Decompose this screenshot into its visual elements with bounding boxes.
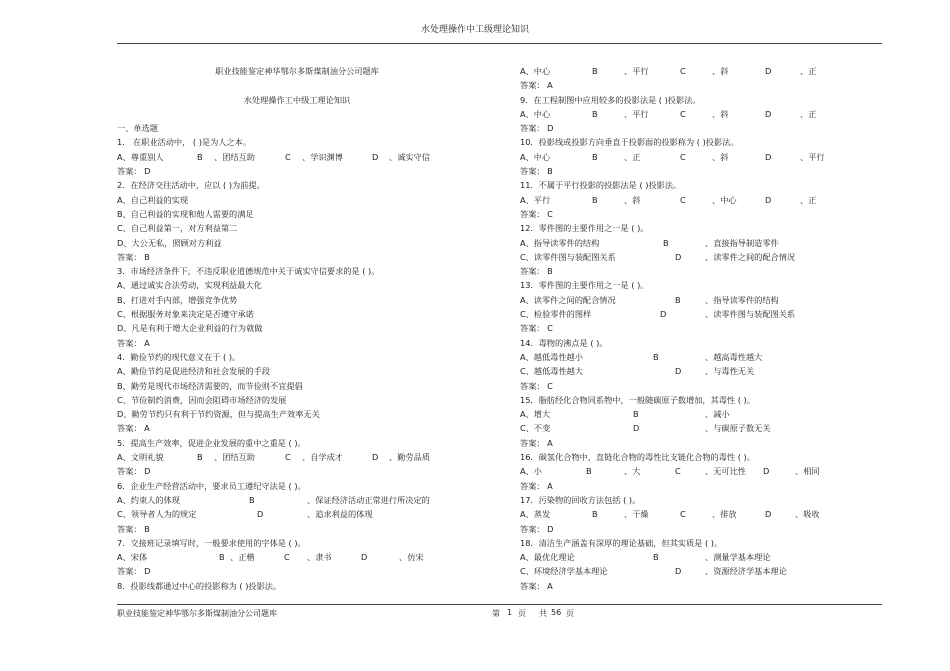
option-letter: C [680,66,686,76]
answer-line: 答案： D [520,123,554,134]
answer-line: 答案： C [520,380,553,391]
option-line [520,407,882,421]
option-letter: D [765,151,772,162]
question-line: 6．企业生产经营活动中，要求员工遵纪守法是 ( )。 [117,480,306,491]
option-letter: D [765,66,772,76]
option-letter: B [675,294,681,305]
option-letter: D [763,466,770,477]
option-text: 、自学成才 [302,452,343,463]
answer-line: 答案： A [520,480,553,491]
option-letter: B [219,552,225,563]
total-unit: 页 [566,609,574,618]
option-letter: B [197,151,203,162]
option-text: 、正楷 [230,552,255,563]
question-line: 9．在工程制图中应用较多的投影法是 ( )投影法。 [520,94,701,105]
option-line: D、凡是有利于增大企业利益的行为就做 [117,323,263,334]
option-letter: B [592,194,598,205]
option-a: A、增大 [520,409,551,420]
doc-subtitle: 水处理操作工中级工理论知识 [243,94,351,105]
option-line [117,450,477,464]
option-letter: D [765,509,772,520]
answer-line: 答案： C [520,323,553,334]
answer-line: 答案： D [117,566,151,577]
option-letter: C [675,466,681,477]
option-line: C、自己利益第一，对方利益第二 [117,223,238,234]
option-text: 、吸收 [795,509,820,520]
page-header-title: 水处理操作中工级理论知识 [420,25,529,35]
question-line: 18．清洁生产涵盖有深厚的理论基础，但其实质是 ( )。 [520,537,723,548]
option-text: 、相同 [795,466,820,477]
option-text: 、越高毒性越大 [705,351,763,362]
option-letter: B [663,237,669,248]
question-line: 4．勤俭节约的现代意义在于 ( )。 [117,351,241,362]
option-letter: B [653,552,659,563]
option-letter: D [372,151,379,162]
header-rule [117,43,882,44]
question-line: 8．投影线都通过中心的投影称为 ( )投影法。 [117,580,282,591]
answer-line: 答案： B [117,251,150,262]
doc-org-title: 职业技能鉴定神华鄂尔多斯煤制油分公司题库 [215,66,379,76]
option-text: 、斜 [624,194,641,205]
option-line [117,150,477,164]
option-c: C、领导者人为的规定 [117,509,197,520]
option-letter: D [257,509,264,520]
option-text: 、大 [624,466,641,477]
option-letter: D [372,452,379,463]
option-letter: B [592,66,598,76]
option-c: C、检验零件的图样 [520,309,592,320]
option-letter: B [633,409,639,420]
option-a: A、指导读零件的结构 [520,237,600,248]
answer-line: 答案： A [520,80,553,91]
option-c: C、不变 [520,423,551,434]
option-text: 、减小 [705,409,730,420]
option-letter: D [361,552,368,563]
option-line [520,464,882,478]
option-line [520,507,882,521]
answer-line: 答案： B [520,166,553,177]
option-line: D、大公无私，照顾对方利益 [117,237,222,248]
option-letter: C [680,509,686,520]
question-line: 12．零件图的主要作用之一是 ( )。 [520,223,649,234]
question-line: 10．投影线或投影方向垂直于投影面的投影称为 ( )投影法。 [520,137,739,148]
option-text: 、斜 [712,66,729,76]
question-line: 2．在经济交往活动中，应以 ( )为前提。 [117,180,265,191]
question-line: 11．不属于平行投影的投影法是 ( )投影法。 [520,180,682,191]
answer-line: 答案： D [117,466,151,477]
option-letter: B [592,509,598,520]
option-text: 、读零件之间的配合情况 [705,251,796,262]
option-text: 、仿宋 [399,552,424,563]
question-line: 3．市场经济条件下，不违反职业道德规范中关于诚实守信要求的是 ( )。 [117,266,380,277]
option-a: A、越低毒性越小 [520,351,583,362]
option-line: C、根据服务对象来决定是否遵守承诺 [117,309,254,320]
option-text: 、与毒性无关 [705,366,755,377]
option-text: 、与碳原子数无关 [705,423,771,434]
option-line [520,421,882,435]
option-a: A、中心 [520,66,551,76]
answer-line: 答案： A [520,437,553,448]
option-letter: C [284,552,290,563]
option-letter: D [633,423,640,434]
option-letter: D [660,309,667,320]
option-a: A、约束人的体现 [117,494,180,505]
option-letter: B [592,108,598,119]
page-unit: 页 [518,609,526,618]
option-letter: D [675,251,682,262]
option-text: 、隶书 [307,552,332,563]
option-text: 、指导读零件的结构 [705,294,779,305]
option-letter: B [249,494,255,505]
footer-rule [117,604,882,605]
option-text: 、斜 [712,151,729,162]
option-line: B、勤劳是现代市场经济需要的，而节俭则不宜提倡 [117,380,303,391]
option-line [520,307,882,321]
footer-org: 职业技能鉴定神华鄂尔多斯煤制油分公司题库 [117,609,277,618]
option-text: 、斜 [712,108,729,119]
option-text: 、平行 [800,151,825,162]
option-c: C、环境经济学基本理论 [520,566,608,577]
option-letter: C [680,194,686,205]
option-text: 、正 [800,194,817,205]
option-letter: C [285,452,291,463]
option-letter: D [675,366,682,377]
option-letter: C [680,108,686,119]
option-line: A、自己利益的实现 [117,194,189,205]
option-text: 、学识渊博 [302,151,343,162]
option-text: 、诚实守信 [389,151,430,162]
option-text: 、直接指导制造零件 [705,237,779,248]
question-line: 17．污染物的回收方法包括 ( )。 [520,494,641,505]
option-text: 、追求利益的体现 [307,509,373,520]
option-line [117,550,477,564]
option-letter: B [592,151,598,162]
option-line [520,236,882,250]
answer-line: 答案： A [520,580,553,591]
option-letter: C [285,151,291,162]
option-text: 、中心 [712,194,737,205]
question-line: 13．零件图的主要作用之一是 ( )。 [520,280,649,291]
option-a: A、小 [520,466,542,477]
question-line: 16．碳氢化合物中，直链化合物的毒性比支链化合物的毒性 ( )。 [520,452,755,463]
option-line [520,293,882,307]
option-letter: B [197,452,203,463]
question-line: 15．脂肪经化合物同系物中，一般随碳原子数增加，其毒性 ( )。 [520,394,755,405]
total-prefix: 共 [539,609,547,618]
option-line [520,564,882,578]
question-line: 1． 在职业活动中， ( )是为人之本。 [117,137,252,148]
right-column [520,64,882,593]
option-text: 、排放 [712,509,737,520]
option-line [520,107,882,121]
option-line [520,150,882,164]
answer-line: 答案： B [520,266,553,277]
option-text: 、勤劳品质 [389,452,430,463]
option-a: A、读零件之间的配合情况 [520,294,616,305]
option-text: 、正 [624,151,641,162]
option-line [520,364,882,378]
option-line [520,250,882,264]
option-text: 、无可比性 [705,466,746,477]
option-letter: D [765,108,772,119]
option-c: C、越低毒性越大 [520,366,584,377]
answer-line: 答案： B [117,523,150,534]
option-line: C、节俭制约消费，因而会阻碍市场经济的发展 [117,394,287,405]
option-line: B、自己利益的实现和他人需要的满足 [117,208,254,219]
option-letter: D [765,194,772,205]
question-line: 14．毒物的沸点是 ( )。 [520,337,608,348]
option-letter: C [680,151,686,162]
question-line: 5．提高生产效率，促进企业发展的重中之重是 ( )。 [117,437,306,448]
option-letter: D [675,566,682,577]
option-a: A、尊重别人 [117,151,164,162]
option-a: A、蒸发 [520,509,551,520]
option-line: A、通过诚实合法劳动，实现利益最大化 [117,280,262,291]
option-line [520,550,882,564]
option-text: 、资源经济学基本理论 [705,566,787,577]
option-line [520,64,882,78]
answer-line: 答案： C [520,208,553,219]
option-text: 、平行 [624,108,649,119]
answer-line: 答案： A [117,423,150,434]
option-text: 、团结互助 [214,151,255,162]
option-line [520,350,882,364]
left-column [117,64,477,593]
option-line: A、勤俭节约是促进经济和社会发展的手段 [117,366,270,377]
option-text: 、正 [800,66,817,76]
option-line: D、勤劳节约只有利于节约资源，但与提高生产效率无关 [117,409,320,420]
section-title: 一、单选题 [117,123,158,134]
option-a: A、最优化理论 [520,552,575,563]
answer-line: 答案： D [520,523,554,534]
page-prefix: 第 [492,609,500,618]
total-pages: 56 [551,608,562,617]
option-text: 、正 [800,108,817,119]
question-line: 7．交接班记录填写时，一般要求使用的字体是 ( )。 [117,537,306,548]
option-a: A、中心 [520,108,551,119]
option-a: A、中心 [520,151,551,162]
answer-line: 答案： A [117,337,150,348]
option-text: 、平行 [624,66,649,76]
option-line [117,493,477,507]
answer-line: 答案： D [117,166,151,177]
option-letter: B [586,466,592,477]
option-line: B、打进对手内部，增强竞争优势 [117,294,238,305]
option-text: 、测量学基本理论 [705,552,771,563]
option-c: C、读零件图与装配图关系 [520,251,616,262]
option-line [520,193,882,207]
option-a: A、文明礼貌 [117,452,164,463]
option-text: 、团结互助 [214,452,255,463]
option-text: 、干燥 [624,509,649,520]
option-a: A、平行 [520,194,551,205]
option-line [117,507,477,521]
option-a: A、宋体 [117,552,148,563]
option-text: 、保证经济活动正常进行所决定的 [307,494,430,505]
page-number: 1 [507,608,513,617]
option-letter: B [653,351,659,362]
option-text: 、读零件图与装配图关系 [705,309,796,320]
